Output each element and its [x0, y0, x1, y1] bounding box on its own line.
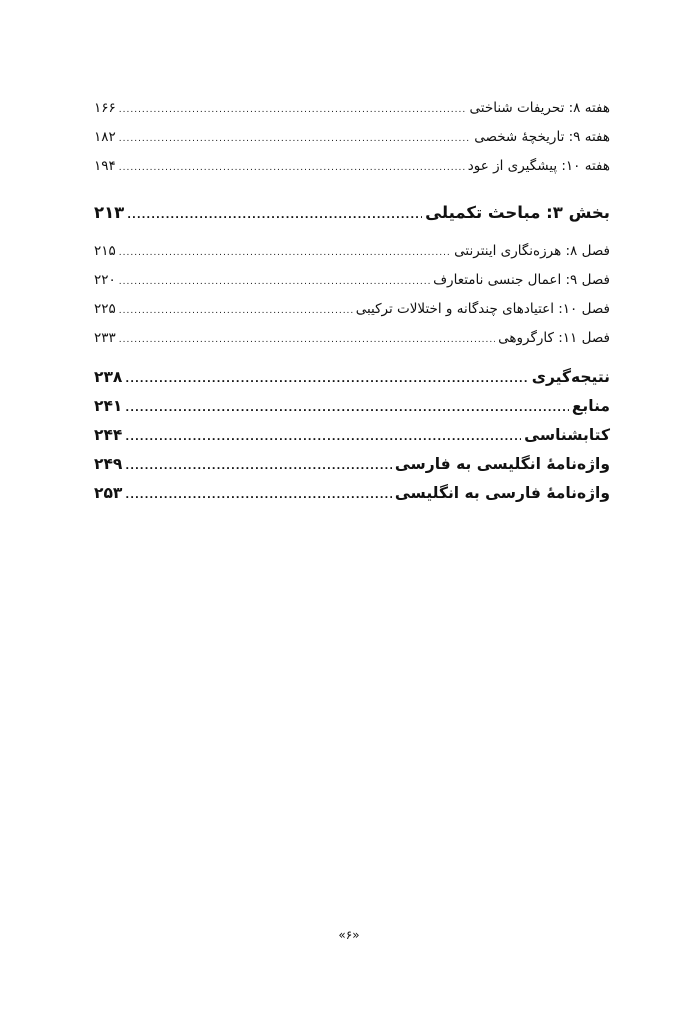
- toc-entry-page: ۱۸۲: [94, 129, 116, 145]
- dot-leader: [119, 326, 495, 355]
- toc-entry-title: کتابشناسی: [524, 426, 610, 444]
- dot-leader: [125, 423, 521, 452]
- page-number: «۶»: [338, 928, 360, 942]
- toc-entry-week-10[interactable]: [94, 152, 610, 181]
- toc-entry-page: ۲۴۱: [94, 397, 123, 415]
- toc-entry-title: فصل ۸: هرزه‌نگاری اینترنتی: [454, 243, 610, 259]
- dot-leader: [127, 198, 422, 234]
- toc-entry-title: فصل ۹: اعمال جنسی نامتعارف: [433, 272, 610, 288]
- toc-entry-title: نتیجه‌گیری: [531, 368, 610, 386]
- toc-entry-week-9[interactable]: [94, 123, 610, 152]
- dot-leader: [119, 125, 471, 154]
- toc-entry-title: هفته ۸: تحریفات شناختی: [469, 100, 610, 116]
- toc-entry-chapter-8[interactable]: [94, 237, 610, 266]
- toc-entry-chapter-10[interactable]: [94, 295, 610, 324]
- toc-entry-page: ۲۳۸: [94, 368, 123, 386]
- toc-entry-references[interactable]: [94, 392, 610, 421]
- dot-leader: [125, 481, 391, 510]
- toc-entry-page: ۱۶۶: [94, 100, 116, 116]
- toc-entry-page: ۲۴۹: [94, 455, 123, 473]
- toc-entry-title: هفته ۹: تاریخچهٔ شخصی: [474, 129, 610, 145]
- toc-entry-page: ۲۱۳: [94, 203, 125, 222]
- dot-leader: [119, 154, 465, 183]
- toc-entry-title: واژه‌نامهٔ انگلیسی به فارسی: [394, 455, 610, 473]
- toc-entry-title: منابع: [571, 397, 610, 415]
- toc-entry-page: ۱۹۴: [94, 158, 116, 174]
- spacer: [94, 181, 610, 195]
- toc-entry-page: ۲۴۴: [94, 426, 123, 444]
- toc-entry-conclusion[interactable]: [94, 363, 610, 392]
- toc-entry-bibliography[interactable]: [94, 421, 610, 450]
- toc-entry-week-8[interactable]: [94, 94, 610, 123]
- dot-leader: [125, 365, 528, 394]
- toc-entry-glossary-fa-en[interactable]: [94, 479, 610, 508]
- toc-entry-page: ۲۵۳: [94, 484, 123, 502]
- toc-entry-title: واژه‌نامهٔ فارسی به انگلیسی: [394, 484, 610, 502]
- dot-leader: [125, 394, 568, 423]
- dot-leader: [119, 297, 353, 326]
- toc-entry-page: ۲۳۳: [94, 330, 116, 346]
- toc-entry-page: ۲۲۰: [94, 272, 116, 288]
- toc-entry-title: بخش ۳: مباحث تکمیلی: [425, 203, 610, 222]
- dot-leader: [119, 239, 451, 268]
- toc-entry-glossary-en-fa[interactable]: [94, 450, 610, 479]
- toc-entry-title: هفته ۱۰: پیشگیری از عود: [467, 158, 610, 174]
- dot-leader: [119, 96, 467, 125]
- toc-entry-page: ۲۱۵: [94, 243, 116, 259]
- toc-entry-title: فصل ۱۰: اعتیادهای چندگانه و اختلالات ترکیبی: [355, 301, 610, 317]
- toc-entry-page: ۲۲۵: [94, 301, 116, 317]
- table-of-contents: [94, 94, 610, 508]
- dot-leader: [125, 452, 391, 481]
- toc-entry-chapter-9[interactable]: [94, 266, 610, 295]
- dot-leader: [119, 268, 430, 297]
- toc-entry-title: فصل ۱۱: کارگروهی: [498, 330, 610, 346]
- toc-entry-chapter-11[interactable]: [94, 324, 610, 353]
- toc-entry-part-3[interactable]: [94, 195, 610, 231]
